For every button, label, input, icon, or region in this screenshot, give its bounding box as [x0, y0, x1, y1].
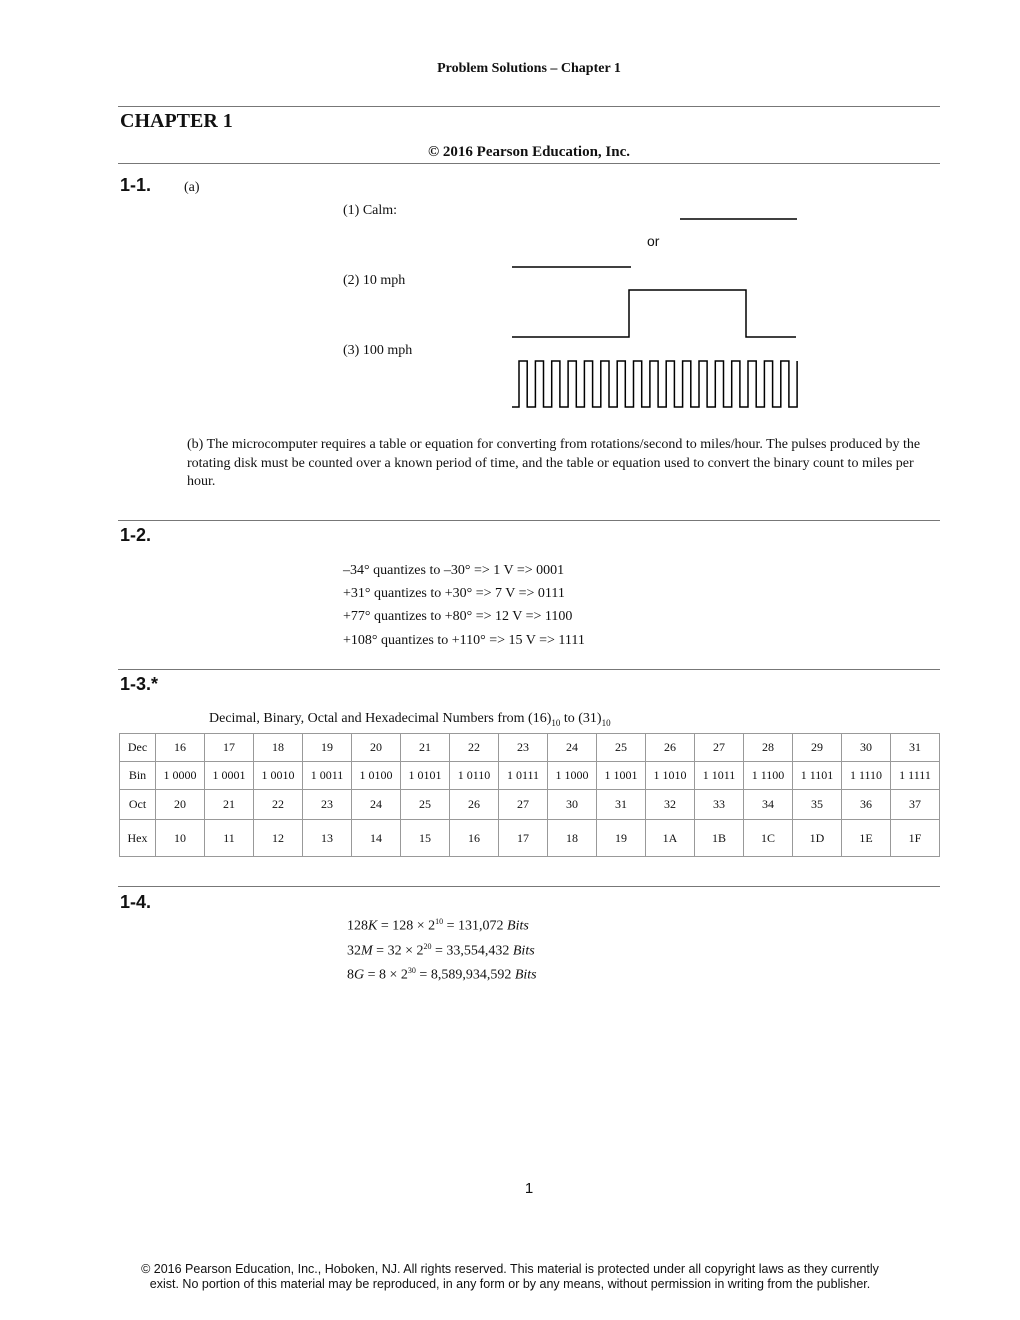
equation-line: $8G = 8 \times 2^{30} = 8,589,934,592$ Bits — [347, 966, 537, 983]
table-cell: 31 — [891, 734, 940, 762]
mph100-label: (3) 100 mph — [343, 343, 413, 358]
table-cell: 17 — [499, 820, 548, 857]
table-cell: 18 — [548, 820, 597, 857]
table-cell: 17 — [205, 734, 254, 762]
table-cell: 10 — [156, 820, 205, 857]
table-cell: 20 — [352, 734, 401, 762]
table-cell: 1F — [891, 820, 940, 857]
table-cell: 1 1001 — [597, 762, 646, 790]
table-cell: 23 — [499, 734, 548, 762]
table-cell: 25 — [597, 734, 646, 762]
calm-label: (1) Calm: — [343, 203, 398, 218]
table-cell: 13 — [303, 820, 352, 857]
table-cell: 34 — [744, 790, 793, 820]
table-cell: 1D — [793, 820, 842, 857]
table-cell: 26 — [646, 734, 695, 762]
table-cell: 28 — [744, 734, 793, 762]
table-cell: 26 — [450, 790, 499, 820]
problem-1-2-label: 1-2. — [120, 525, 152, 545]
footer-line: © 2016 Pearson Education, Inc., Hoboken, NJ. All rights reserved. This material is protected under all copyright laws as they currently — [141, 1262, 879, 1276]
table-cell: 16 — [156, 734, 205, 762]
table-cell: 27 — [695, 734, 744, 762]
number-conversion-table — [119, 733, 940, 857]
table-cell: 18 — [254, 734, 303, 762]
part-b-paragraph: (b) The microcomputer requires a table or equation for converting from rotations/second to miles/hour. The pulses produced by the rotating disk must be counted over a known period of time, and the table or equation used to convert the binary count to miles per hour. — [187, 437, 921, 489]
table-cell: 21 — [205, 790, 254, 820]
footer-line: exist. No portion of this material may be reproduced, in any form or by any means, without permission in writing from the publisher. — [149, 1277, 871, 1291]
table-cell: 1 1111 — [891, 762, 940, 790]
table-cell: 22 — [254, 790, 303, 820]
mph100-waveform — [512, 361, 797, 407]
table-cell: 14 — [352, 820, 401, 857]
rule-1-4 — [118, 886, 940, 887]
table-row — [120, 734, 940, 762]
table-cell: 12 — [254, 820, 303, 857]
table-cell: 1 1011 — [695, 762, 744, 790]
table-cell: 1 0110 — [450, 762, 499, 790]
table-cell: 1 1010 — [646, 762, 695, 790]
table-cell: 1 0011 — [303, 762, 352, 790]
table-cell: 29 — [793, 734, 842, 762]
page-number: 1 — [524, 1180, 534, 1197]
table-cell: 1B — [695, 820, 744, 857]
table-cell: 11 — [205, 820, 254, 857]
table-cell: 24 — [352, 790, 401, 820]
table-cell: 1 0000 — [156, 762, 205, 790]
table-cell: 22 — [450, 734, 499, 762]
part-a-label: (a) — [184, 180, 200, 195]
table-caption: Decimal, Binary, Octal and Hexadecimal Numbers from $(16)_{10}$ to $(31)_{10}$ — [209, 711, 611, 728]
rule-1-3 — [118, 669, 940, 670]
running-head: Problem Solutions – Chapter 1 — [437, 61, 621, 76]
mph10-waveform — [512, 290, 796, 337]
table-cell: 36 — [842, 790, 891, 820]
table-cell: 35 — [793, 790, 842, 820]
table-row — [120, 762, 940, 790]
quantize-line: +31° quantizes to +30° => 7 V => 0111 — [343, 586, 565, 601]
table-cell: 1C — [744, 820, 793, 857]
rule-1-2 — [118, 520, 940, 521]
table-cell: 1 1110 — [842, 762, 891, 790]
table-cell: 23 — [303, 790, 352, 820]
table-cell: 19 — [303, 734, 352, 762]
table-cell: 27 — [499, 790, 548, 820]
quantize-line: +108° quantizes to +110° => 15 V => 1111 — [343, 633, 585, 648]
table-cell: 1 0001 — [205, 762, 254, 790]
table-cell: 30 — [842, 734, 891, 762]
quantize-line: –34° quantizes to –30° => 1 V => 0001 — [343, 563, 565, 578]
table-cell: 1 1100 — [744, 762, 793, 790]
table-cell: 1 0101 — [401, 762, 450, 790]
table-cell: 16 — [450, 820, 499, 857]
table-cell: 1 1101 — [793, 762, 842, 790]
table-cell: 24 — [548, 734, 597, 762]
table-cell: 1 0111 — [499, 762, 548, 790]
problem-1-3-label: 1-3.* — [120, 674, 159, 694]
row-header: Dec — [120, 734, 156, 762]
table-cell: 19 — [597, 820, 646, 857]
row-header: Oct — [120, 790, 156, 820]
table-row — [120, 790, 940, 820]
table-cell: 25 — [401, 790, 450, 820]
quantize-line: +77° quantizes to +80° => 12 V => 1100 — [343, 609, 573, 624]
table-cell: 33 — [695, 790, 744, 820]
table-cell: 1A — [646, 820, 695, 857]
waveform-diagrams — [0, 0, 1020, 420]
table-row — [120, 820, 940, 857]
table-cell: 1 0010 — [254, 762, 303, 790]
table-cell: 31 — [597, 790, 646, 820]
table-cell: 15 — [401, 820, 450, 857]
table-cell: 1E — [842, 820, 891, 857]
table-cell: 1 0100 — [352, 762, 401, 790]
table-cell: 21 — [401, 734, 450, 762]
mph10-label: (2) 10 mph — [343, 273, 406, 288]
footer-copyright — [0, 1262, 1020, 1292]
or-label: or — [647, 233, 660, 249]
table-cell: 20 — [156, 790, 205, 820]
table-cell: 32 — [646, 790, 695, 820]
table-cell: 1 1000 — [548, 762, 597, 790]
row-header: Hex — [120, 820, 156, 857]
chapter-title: CHAPTER 1 — [120, 110, 233, 132]
problem-1-4-label: 1-4. — [120, 892, 152, 912]
problem-1-1-label: 1-1. — [120, 175, 152, 195]
equation-line: $128K = 128 \times 2^{10} = 131,072$ Bits — [347, 917, 529, 934]
table-cell: 37 — [891, 790, 940, 820]
row-header: Bin — [120, 762, 156, 790]
copyright-heading: © 2016 Pearson Education, Inc. — [427, 144, 631, 160]
table-cell: 30 — [548, 790, 597, 820]
equation-line: $32M = 32 \times 2^{20} = 33,554,432$ Bits — [347, 942, 535, 959]
